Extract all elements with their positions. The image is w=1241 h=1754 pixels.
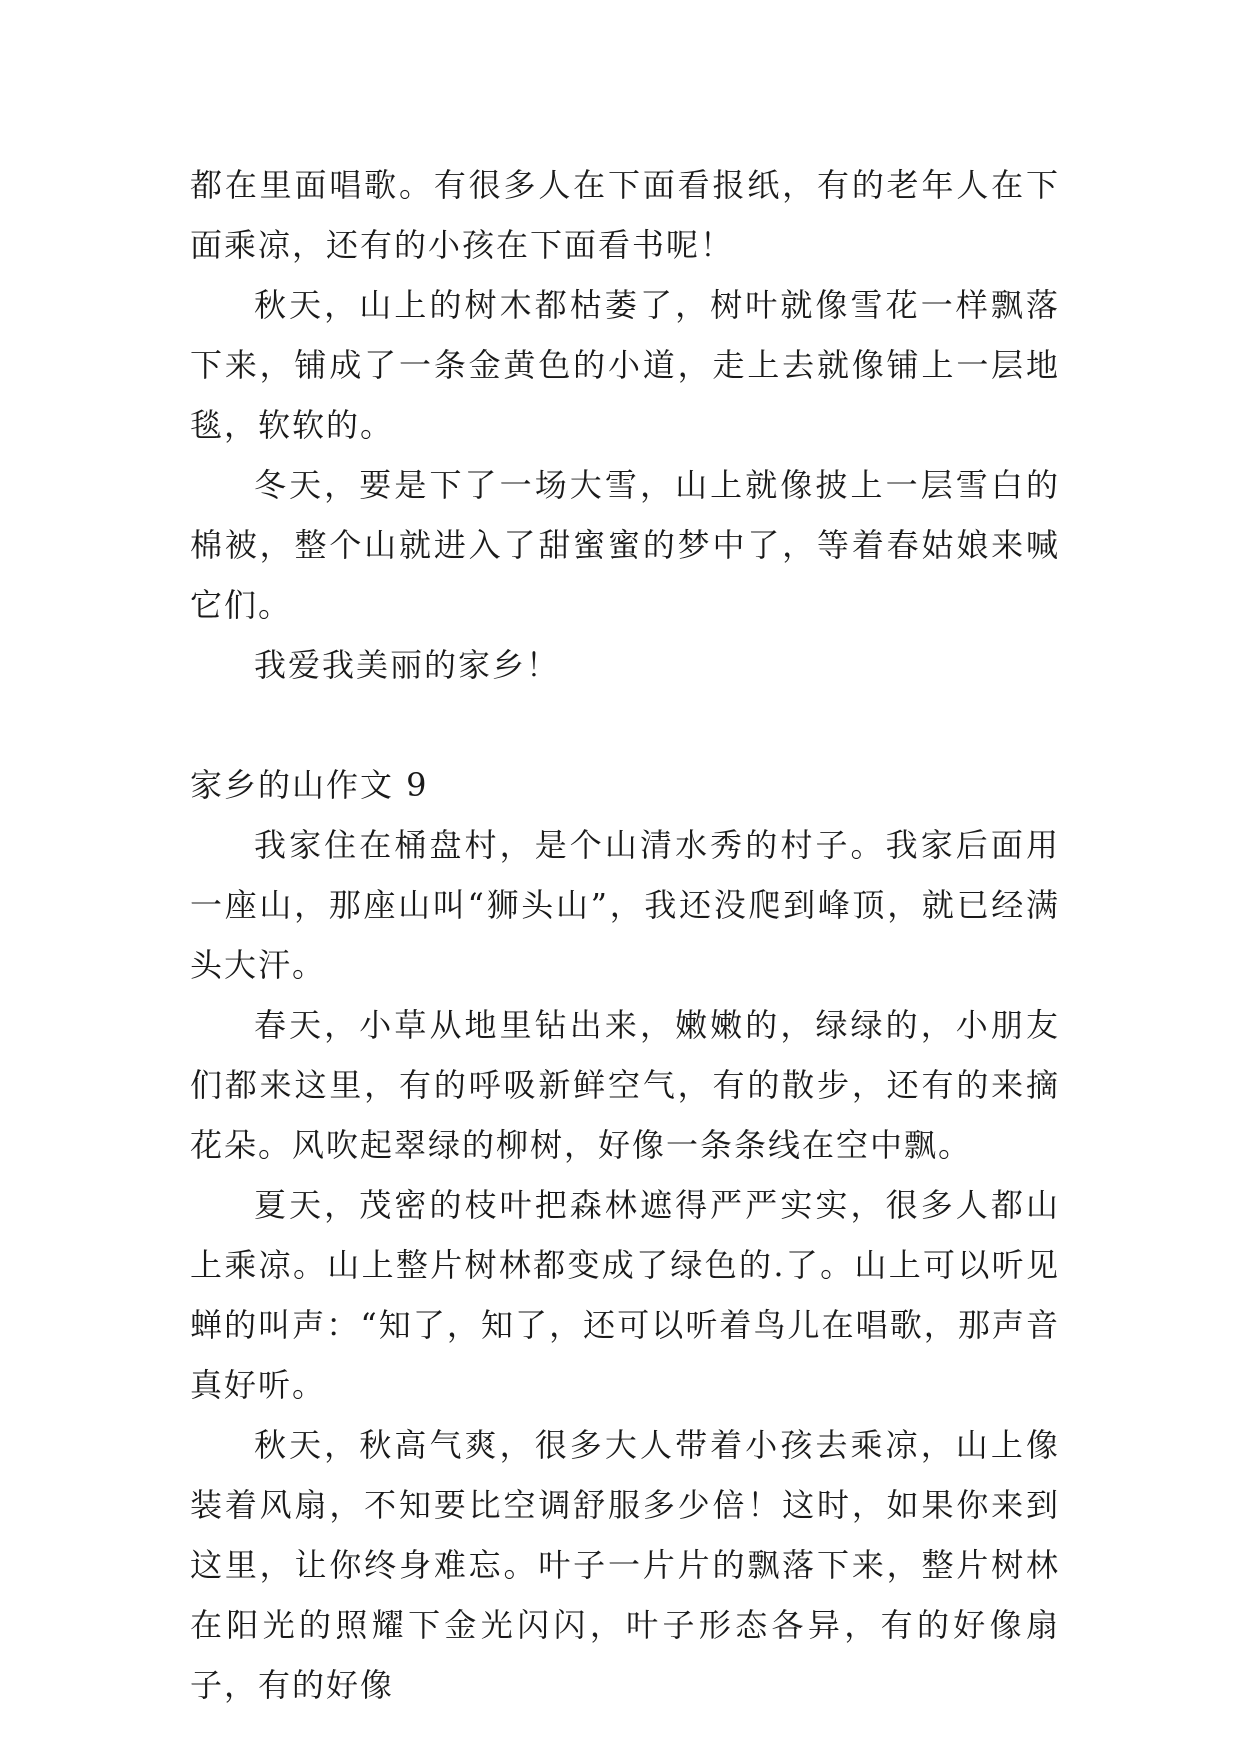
- paragraph-continued: 都在里面唱歌。有很多人在下面看报纸，有的老年人在下面乘凉，还有的小孩在下面看书呢！: [190, 166, 1060, 264]
- paragraph-closing: 我爱我美丽的家乡！: [254, 646, 561, 684]
- document-body: [190, 155, 1060, 1715]
- section-title: 家乡的山作文 9: [190, 766, 429, 804]
- paragraph-autumn-2: 秋天，秋高气爽，很多大人带着小孩去乘凉，山上像装着风扇，不知要比空调舒服多少倍！这时，如果你来到这里，让你终身难忘。叶子一片片的飘落下来，整片树林在阳光的照耀下金光闪闪，叶子形态各异，有的好像扇子，有的好像: [190, 1426, 1060, 1704]
- paragraph-winter-1: 冬天，要是下了一场大雪，山上就像披上一层雪白的棉被，整个山就进入了甜蜜蜜的梦中了，等着春姑娘来喊它们。: [190, 466, 1060, 624]
- paragraph-autumn-1: 秋天，山上的树木都枯萎了，树叶就像雪花一样飘落下来，铺成了一条金黄色的小道，走上去就像铺上一层地毯，软软的。: [190, 286, 1060, 444]
- paragraph-intro: 我家住在桶盘村，是个山清水秀的村子。我家后面用一座山，那座山叫“狮头山”，我还没爬到峰顶，就已经满头大汗。: [190, 826, 1060, 984]
- paragraph-spring: 春天，小草从地里钻出来，嫩嫩的，绿绿的，小朋友们都来这里，有的呼吸新鲜空气，有的散步，还有的来摘花朵。风吹起翠绿的柳树，好像一条条线在空中飘。: [190, 1006, 1060, 1164]
- paragraph-summer: 夏天，茂密的枝叶把森林遮得严严实实，很多人都山上乘凉。山上整片树林都变成了绿色的.了。山上可以听见蝉的叫声：“知了，知了，还可以听着鸟儿在唱歌，那声音真好听。: [190, 1186, 1060, 1404]
